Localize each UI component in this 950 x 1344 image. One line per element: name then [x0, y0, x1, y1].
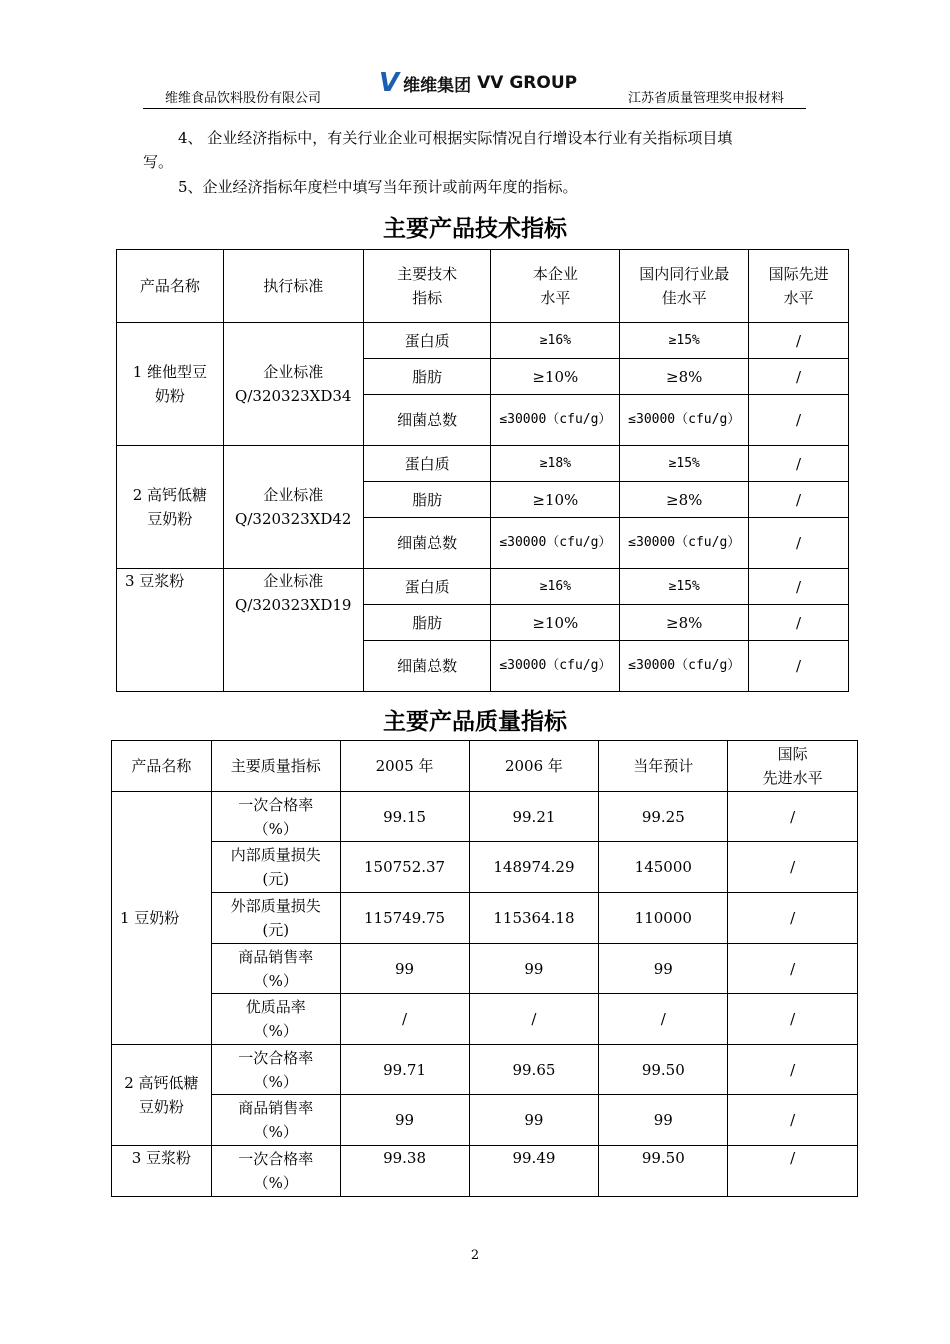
quality-intl-value: /: [728, 944, 858, 994]
table-row: [112, 944, 858, 994]
tech-domestic-value: ≤30000（cfu/g）: [620, 518, 749, 569]
tech-indicator: 蛋白质: [363, 569, 491, 605]
quality-intl-value: /: [728, 1045, 858, 1095]
tech-product-name: 3 豆浆粉: [117, 569, 224, 692]
tech-header-name: 产品名称: [117, 250, 224, 323]
tech-header-company: 本企业 水平: [491, 250, 620, 323]
tech-company-value: ≥10%: [491, 482, 620, 518]
tech-indicator: 蛋白质: [363, 446, 491, 482]
tech-company-value: ≤30000（cfu/g）: [491, 641, 620, 692]
page-header: [143, 62, 806, 109]
tech-intl-value: /: [749, 359, 849, 395]
tech-indicator: 细菌总数: [363, 641, 491, 692]
tech-header-indicator: 主要技术 指标: [363, 250, 491, 323]
tech-indicator: 细菌总数: [363, 518, 491, 569]
quality-intl-value: /: [728, 893, 858, 944]
tech-indicator-table: [116, 249, 849, 692]
quality-header-intl: 国际 先进水平: [728, 741, 858, 792]
quality-2006-value: 115364.18: [469, 893, 599, 944]
tech-header-row: [117, 250, 849, 323]
tech-intl-value: /: [749, 323, 849, 359]
quality-2006-value: 99.65: [469, 1045, 599, 1095]
note-4-line-1: 4、 企业经济指标中，有关行业企业可根据实际情况自行增设本行业有关指标项目填: [178, 129, 733, 147]
tech-indicator: 蛋白质: [363, 323, 491, 359]
quality-intl-value: /: [728, 792, 858, 842]
logo-chinese-text: 维维集团: [403, 75, 472, 96]
tech-company-value: ≥16%: [491, 323, 620, 359]
tech-intl-value: /: [749, 395, 849, 446]
tech-product-standard: 企业标准 Q/320323XD19: [223, 569, 363, 692]
document-subject: 江苏省质量管理奖申报材料: [627, 91, 784, 106]
quality-table-title: 主要产品质量指标: [383, 709, 567, 735]
tech-intl-value: /: [749, 605, 849, 641]
tech-company-value: ≤30000（cfu/g）: [491, 395, 620, 446]
quality-forecast-value: 99: [599, 944, 728, 994]
quality-indicator: 一次合格率 （%）: [211, 1146, 340, 1197]
quality-header-2006: 2006 年: [469, 741, 599, 792]
tech-intl-value: /: [749, 641, 849, 692]
tech-header-standard: 执行标准: [223, 250, 363, 323]
quality-indicator: 优质品率 （%）: [211, 994, 340, 1045]
quality-header-2005: 2005 年: [340, 741, 469, 792]
quality-forecast-value: 99.25: [599, 792, 728, 842]
quality-indicator: 内部质量损失 (元): [211, 842, 340, 893]
quality-2006-value: 99.21: [469, 792, 599, 842]
tech-domestic-value: ≥15%: [620, 446, 749, 482]
table-row: [112, 842, 858, 893]
page-number: 2: [470, 1248, 480, 1263]
quality-header-indicator: 主要质量指标: [211, 741, 340, 792]
tech-domestic-value: ≤30000（cfu/g）: [620, 395, 749, 446]
tech-indicator: 脂肪: [363, 482, 491, 518]
quality-intl-value: /: [728, 842, 858, 893]
table-row: [117, 569, 849, 605]
tech-header-intl: 国际先进 水平: [749, 250, 849, 323]
logo-english-text: VV GROUP: [477, 73, 578, 93]
table-row: [112, 792, 858, 842]
tech-intl-value: /: [749, 518, 849, 569]
quality-indicator: 商品销售率 （%）: [211, 1095, 340, 1146]
quality-2005-value: 99: [340, 1095, 469, 1146]
tech-indicator: 脂肪: [363, 359, 491, 395]
quality-header-row: [112, 741, 858, 792]
quality-product-name: 1 豆奶粉: [112, 792, 212, 1045]
quality-2005-value: 99: [340, 944, 469, 994]
quality-indicator-table: [111, 740, 858, 1197]
tech-domestic-value: ≥8%: [620, 359, 749, 395]
tech-company-value: ≥10%: [491, 605, 620, 641]
quality-2005-value: 99.15: [340, 792, 469, 842]
quality-2005-value: /: [340, 994, 469, 1045]
tech-intl-value: /: [749, 446, 849, 482]
quality-forecast-value: /: [599, 994, 728, 1045]
table-row: [112, 994, 858, 1045]
quality-2005-value: 99.71: [340, 1045, 469, 1095]
tech-product-name: 1 维他型豆 奶粉: [117, 323, 224, 446]
tech-company-value: ≤30000（cfu/g）: [491, 518, 620, 569]
quality-2006-value: 99.49: [469, 1146, 599, 1197]
quality-indicator: 外部质量损失 (元): [211, 893, 340, 944]
tech-domestic-value: ≥15%: [620, 569, 749, 605]
tech-domestic-value: ≤30000（cfu/g）: [620, 641, 749, 692]
quality-product-name: 2 高钙低糖 豆奶粉: [112, 1045, 212, 1146]
tech-table-title: 主要产品技术指标: [383, 216, 567, 242]
tech-domestic-value: ≥15%: [620, 323, 749, 359]
quality-2006-value: 99: [469, 944, 599, 994]
quality-intl-value: /: [728, 1146, 858, 1197]
tech-intl-value: /: [749, 482, 849, 518]
quality-2006-value: /: [469, 994, 599, 1045]
table-row: [112, 1146, 858, 1197]
quality-2005-value: 150752.37: [340, 842, 469, 893]
table-row: [112, 1045, 858, 1095]
table-row: [112, 1095, 858, 1146]
logo-v-mark: V: [379, 68, 400, 98]
quality-forecast-value: 110000: [599, 893, 728, 944]
quality-forecast-value: 145000: [599, 842, 728, 893]
tech-product-name: 2 高钙低糖 豆奶粉: [117, 446, 224, 569]
tech-domestic-value: ≥8%: [620, 605, 749, 641]
note-4-line-2: 写。: [143, 153, 174, 171]
tech-product-standard: 企业标准 Q/320323XD42: [223, 446, 363, 569]
tech-intl-value: /: [749, 569, 849, 605]
note-5: 5、企业经济指标年度栏中填写当年预计或前两年度的指标。: [178, 178, 578, 196]
quality-header-forecast: 当年预计: [599, 741, 728, 792]
quality-indicator: 一次合格率 （%）: [211, 1045, 340, 1095]
tech-indicator: 脂肪: [363, 605, 491, 641]
vv-group-logo: [379, 66, 577, 100]
quality-header-name: 产品名称: [112, 741, 212, 792]
table-row: [117, 446, 849, 482]
tech-indicator: 细菌总数: [363, 395, 491, 446]
quality-2006-value: 148974.29: [469, 842, 599, 893]
quality-2005-value: 115749.75: [340, 893, 469, 944]
tech-product-standard: 企业标准 Q/320323XD34: [223, 323, 363, 446]
tech-header-domestic: 国内同行业最 佳水平: [620, 250, 749, 323]
quality-forecast-value: 99.50: [599, 1045, 728, 1095]
quality-intl-value: /: [728, 994, 858, 1045]
quality-indicator: 商品销售率 （%）: [211, 944, 340, 994]
company-name: 维维食品饮料股份有限公司: [165, 91, 322, 106]
tech-company-value: ≥18%: [491, 446, 620, 482]
table-row: [117, 323, 849, 359]
tech-company-value: ≥16%: [491, 569, 620, 605]
quality-product-name: 3 豆浆粉: [112, 1146, 212, 1197]
tech-domestic-value: ≥8%: [620, 482, 749, 518]
table-row: [112, 893, 858, 944]
tech-company-value: ≥10%: [491, 359, 620, 395]
quality-2005-value: 99.38: [340, 1146, 469, 1197]
quality-forecast-value: 99: [599, 1095, 728, 1146]
quality-intl-value: /: [728, 1095, 858, 1146]
quality-2006-value: 99: [469, 1095, 599, 1146]
quality-indicator: 一次合格率 （%）: [211, 792, 340, 842]
quality-forecast-value: 99.50: [599, 1146, 728, 1197]
